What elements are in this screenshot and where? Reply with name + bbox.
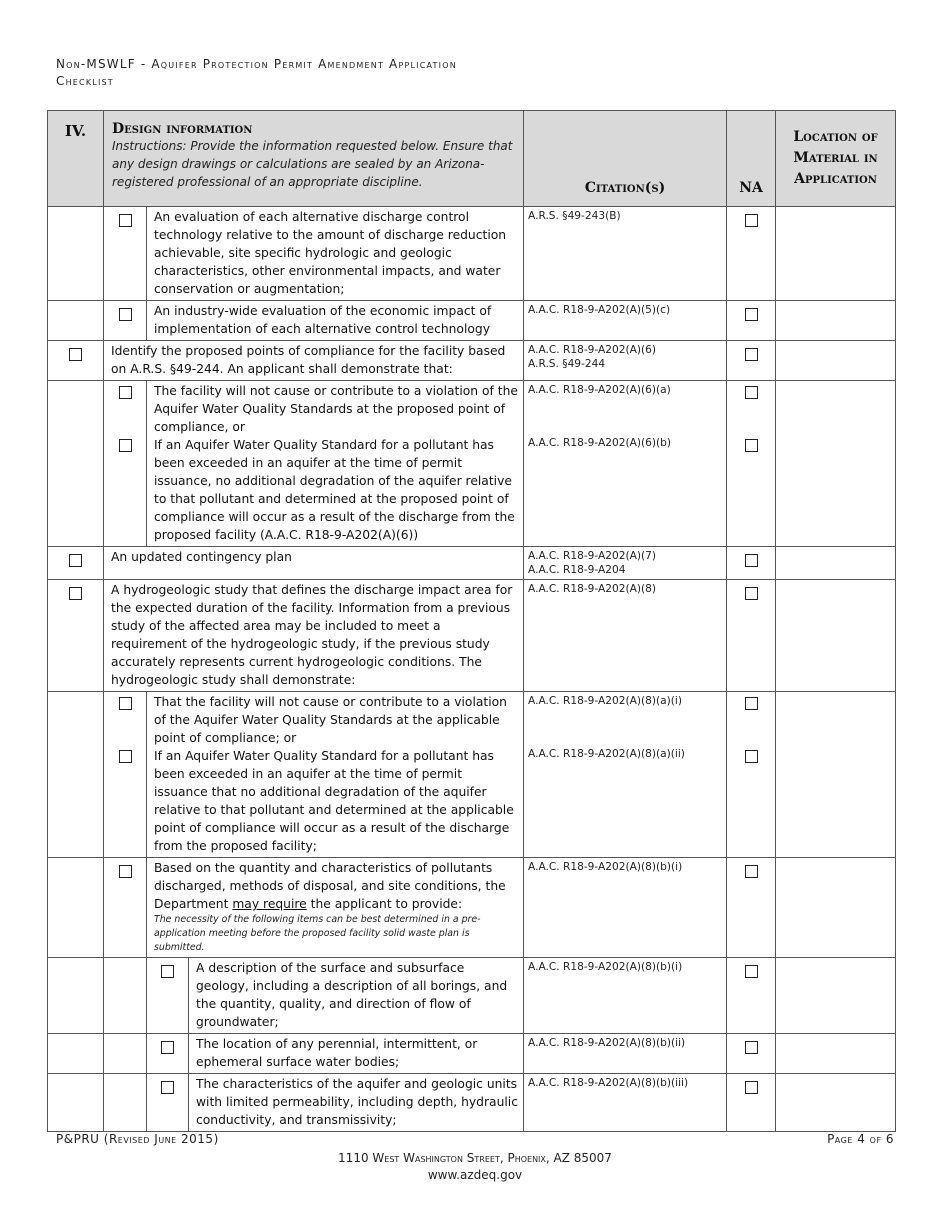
table-row — [48, 341, 896, 381]
footer-address: 1110 West Washington Street, Phoenix, AZ 85007 — [338, 1151, 612, 1165]
footer-contact — [0, 1150, 950, 1184]
item-text: A description of the surface and subsurface geology, including a description of all borings, and the quantity, quality, and direction of flow of groundwater; — [189, 958, 524, 1034]
item-text-emphasis: may require — [232, 897, 307, 911]
item-text: The location of any perennial, intermittent, or ephemeral surface water bodies; — [189, 1034, 524, 1074]
column-header-location: Location of Material in Application — [776, 111, 896, 207]
item-citation — [524, 547, 727, 580]
item-text-b: If an Aquifer Water Quality Standard for a pollutant has been exceeded in an aquifer at the time of permit issuance that no additional degradation of the aquifer relative to that pollutant and determined at the applicable point of compliance will occur as a result of the discharge from the proposed facility; — [154, 749, 514, 853]
checkbox[interactable] — [119, 697, 132, 710]
header-line-2: Checklist — [56, 74, 114, 88]
item-citation: A.A.C. R18-9-A202(A)(8)(b)(ii) — [524, 1034, 727, 1074]
location-cell[interactable] — [776, 301, 896, 341]
section-instructions: Instructions: Provide the information requested below. Ensure that any design drawings or calculations are sealed by an Arizona-registered professional of an appropriate discipline. — [112, 139, 513, 189]
checkbox[interactable] — [69, 587, 82, 600]
table-row — [48, 858, 896, 958]
section-heading — [104, 111, 524, 207]
item-text-lead: Based on the quantity and characteristics of pollutants discharged, methods of disposal, and site conditions, the Department — [154, 861, 506, 911]
checkbox[interactable] — [119, 386, 132, 399]
na-checkbox[interactable] — [745, 865, 758, 878]
item-text-b: If an Aquifer Water Quality Standard for a pollutant has been exceeded in an aquifer at the time of permit issuance, no additional degradation of the aquifer relative to that pollutant and determined at the proposed point of compliance will occur as a result of the discharge from the proposed facility (A.A.C. R18-9-A202(A)(6)) — [154, 438, 515, 542]
location-cell[interactable] — [776, 341, 896, 381]
item-citation: A.A.C. R18-9-A202(A)(8)(b)(i) — [524, 858, 727, 958]
checklist-table — [47, 110, 896, 1132]
na-checkbox[interactable] — [745, 697, 758, 710]
na-checkbox[interactable] — [745, 554, 758, 567]
item-text: The characteristics of the aquifer and geologic units with limited permeability, including depth, hydraulic conductivity, and transmissivity; — [189, 1074, 524, 1132]
location-cell[interactable] — [776, 1074, 896, 1132]
footer-revision: P&PRU (Revised June 2015) — [56, 1132, 219, 1146]
na-checkbox[interactable] — [745, 1041, 758, 1054]
document-header — [56, 56, 457, 90]
item-citation — [524, 381, 727, 547]
checkbox[interactable] — [119, 439, 132, 452]
item-note: The necessity of the following items can be best determined in a pre-application meeting before the proposed facility solid waste plan is submitted. — [154, 914, 481, 953]
section-title: Design information — [112, 121, 253, 137]
item-text: An industry-wide evaluation of the economic impact of implementation of each alternative control technology — [147, 301, 524, 341]
checkbox[interactable] — [119, 308, 132, 321]
item-citation — [524, 341, 727, 381]
checkbox[interactable] — [161, 965, 174, 978]
item-citation: A.A.C. R18-9-A202(A)(8)(b)(iii) — [524, 1074, 727, 1132]
table-row — [48, 692, 896, 858]
citation-line: A.A.C. R18-9-A202(A)(7) — [528, 550, 656, 562]
checkbox[interactable] — [69, 348, 82, 361]
item-text — [147, 692, 524, 858]
na-checkbox[interactable] — [745, 348, 758, 361]
item-text-tail: the applicant to provide: — [306, 897, 463, 911]
checkbox[interactable] — [119, 214, 132, 227]
citation-line: A.A.C. R18-9-A202(A)(6)(b) — [528, 437, 671, 449]
na-checkbox[interactable] — [745, 308, 758, 321]
na-checkbox[interactable] — [745, 750, 758, 763]
item-text: An updated contingency plan — [104, 547, 524, 580]
column-header-citation: Citation(s) — [524, 111, 727, 207]
footer-page-number: Page 4 of 6 — [827, 1132, 894, 1146]
location-cell[interactable] — [776, 381, 896, 547]
table-row — [48, 958, 896, 1034]
citation-line: A.A.C. R18-9-A202(A)(8)(a)(i) — [528, 695, 682, 707]
item-citation: A.A.C. R18-9-A202(A)(8) — [524, 580, 727, 692]
table-row — [48, 301, 896, 341]
item-text-a: That the facility will not cause or contribute to a violation of the Aquifer Water Quality Standards at the applicable point of compliance; or — [154, 695, 507, 745]
na-checkbox[interactable] — [745, 386, 758, 399]
item-text: An evaluation of each alternative discharge control technology relative to the amount of discharge reduction achievable, site specific hydrologic and geologic characteristics, other environmental impacts, and water conservation or augmentation; — [147, 207, 524, 301]
citation-line: A.A.C. R18-9-A202(A)(8)(a)(ii) — [528, 748, 685, 760]
location-cell[interactable] — [776, 1034, 896, 1074]
citation-line: A.A.C. R18-9-A202(A)(6)(a) — [528, 384, 671, 396]
item-text: Identify the proposed points of compliance for the facility based on A.R.S. §49-244. An applicant shall demonstrate that: — [104, 341, 524, 381]
item-citation: A.A.C. R18-9-A202(A)(5)(c) — [524, 301, 727, 341]
na-checkbox[interactable] — [745, 1081, 758, 1094]
na-checkbox[interactable] — [745, 587, 758, 600]
checkbox[interactable] — [69, 554, 82, 567]
table-row — [48, 1034, 896, 1074]
item-citation — [524, 692, 727, 858]
checkbox[interactable] — [119, 750, 132, 763]
footer-website[interactable]: www.azdeq.gov — [427, 1168, 523, 1182]
citation-line: A.A.C. R18-9-A204 — [528, 564, 626, 576]
table-row — [48, 381, 896, 547]
header-line-1: Non-MSWLF - Aquifer Protection Permit Amendment Application — [56, 57, 457, 71]
na-checkbox[interactable] — [745, 439, 758, 452]
item-text-a: The facility will not cause or contribute to a violation of the Aquifer Water Quality Standards at the proposed point of compliance, or — [154, 384, 518, 434]
location-cell[interactable] — [776, 958, 896, 1034]
citation-line: A.A.C. R18-9-A202(A)(6) — [528, 344, 656, 356]
location-cell[interactable] — [776, 207, 896, 301]
item-text: A hydrogeologic study that defines the discharge impact area for the expected duration of the facility. Information from a previous study of the affected area may be included to meet a requirement of the hydrogeologic study, if the previous study accurately represents current hydrogeologic conditions. The hydrogeologic study shall demonstrate: — [104, 580, 524, 692]
table-row — [48, 207, 896, 301]
location-cell[interactable] — [776, 547, 896, 580]
section-number: IV. — [48, 111, 104, 207]
checkbox[interactable] — [119, 865, 132, 878]
table-row — [48, 1074, 896, 1132]
table-header-row — [48, 111, 896, 207]
na-checkbox[interactable] — [745, 965, 758, 978]
location-cell[interactable] — [776, 580, 896, 692]
na-checkbox[interactable] — [745, 214, 758, 227]
location-cell[interactable] — [776, 692, 896, 858]
citation-line: A.R.S. §49-244 — [528, 358, 606, 370]
table-row — [48, 547, 896, 580]
checkbox[interactable] — [161, 1041, 174, 1054]
checkbox[interactable] — [161, 1081, 174, 1094]
item-text — [147, 381, 524, 547]
item-citation: A.R.S. §49-243(B) — [524, 207, 727, 301]
table-row — [48, 580, 896, 692]
location-cell[interactable] — [776, 858, 896, 958]
column-header-na: NA — [727, 111, 776, 207]
item-text — [147, 858, 524, 958]
item-citation: A.A.C. R18-9-A202(A)(8)(b)(i) — [524, 958, 727, 1034]
